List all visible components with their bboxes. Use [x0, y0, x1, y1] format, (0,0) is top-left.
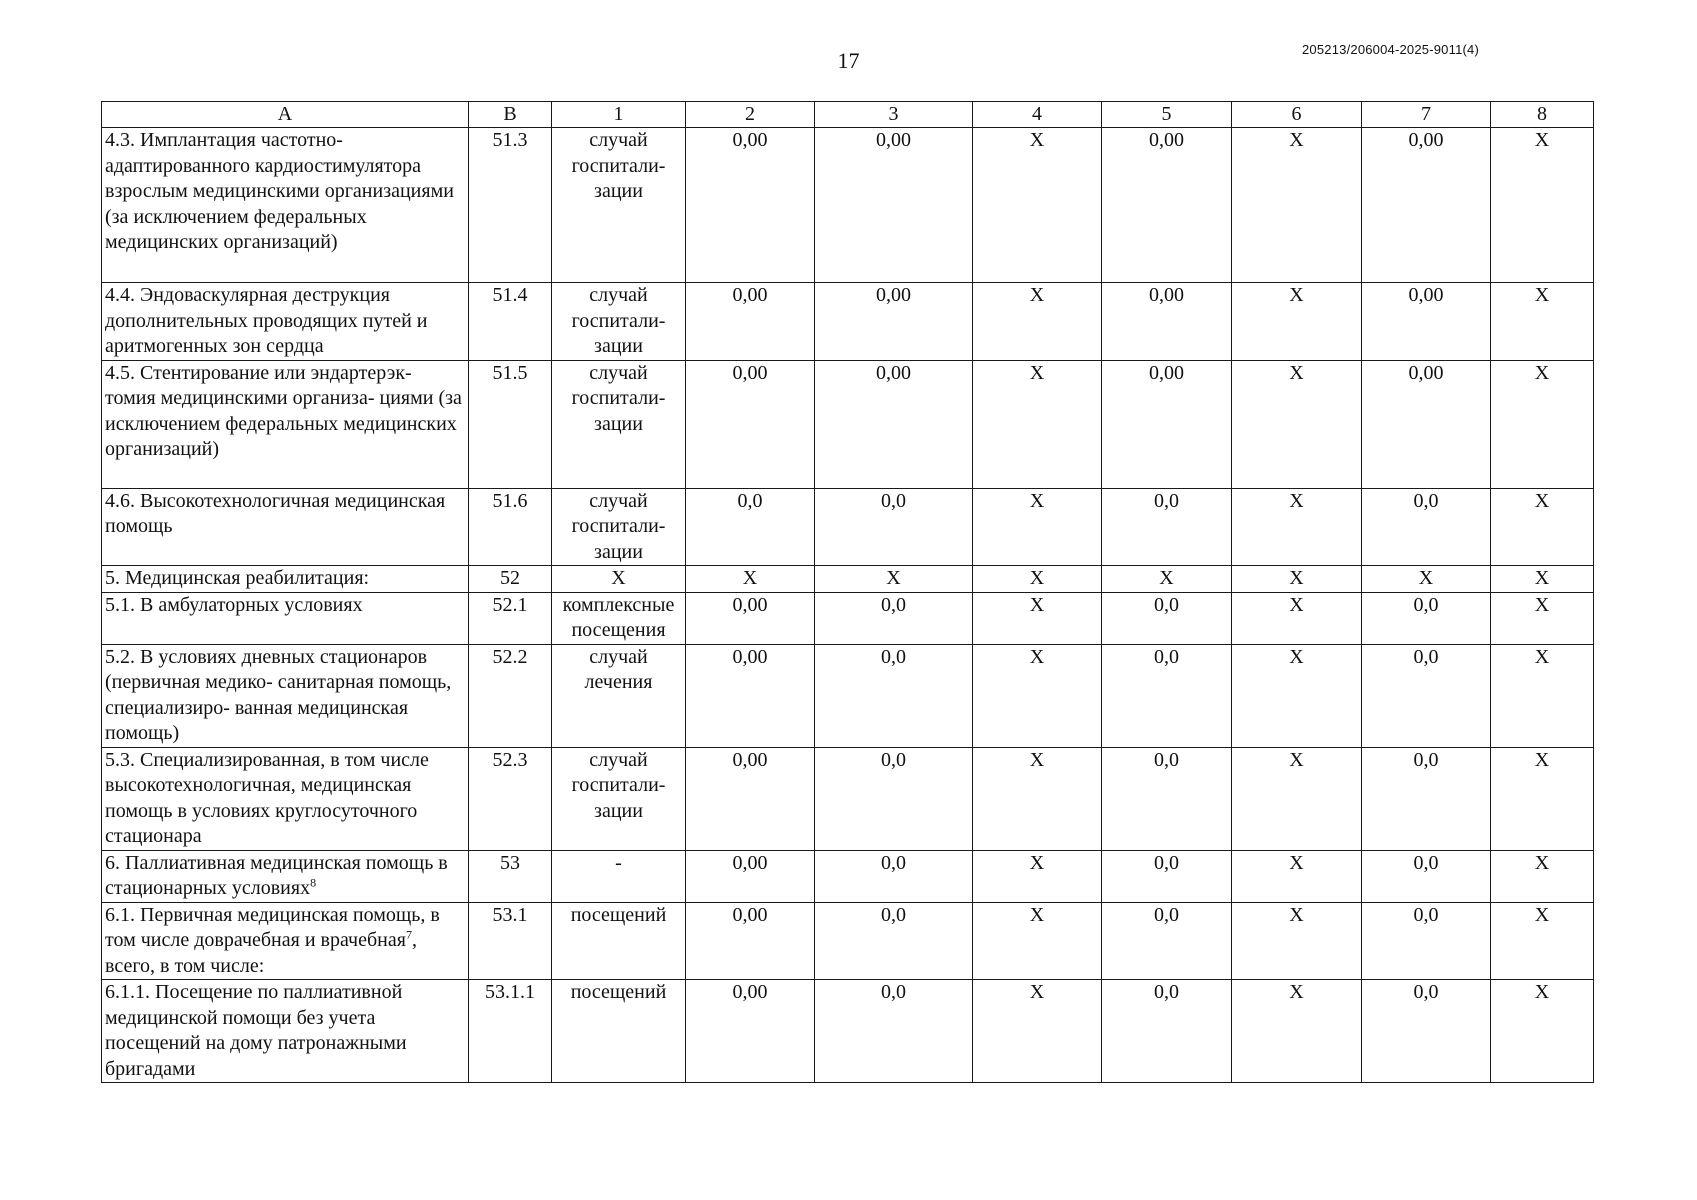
row-value-cell: Х	[1491, 592, 1594, 644]
row-code-cell: 52.3	[469, 747, 552, 850]
row-value-cell: 0,0	[1362, 747, 1491, 850]
row-value-cell: 0,00	[686, 902, 815, 980]
header-cell: В	[469, 102, 552, 128]
row-value-cell: 0,0	[1102, 850, 1232, 902]
row-name-text: 4.5. Стентирование или эндартерэк- томия медицинскими организа- циями (за исключением федеральных медицинских организаций)	[105, 361, 462, 460]
row-value-cell: Х	[1232, 488, 1362, 566]
row-code-cell: 53.1.1	[469, 980, 552, 1083]
row-code-cell: 51.3	[469, 128, 552, 283]
row-value-cell: 0,0	[815, 644, 973, 747]
row-value-cell: 0,0	[1102, 902, 1232, 980]
row-value-cell: 0,00	[686, 360, 815, 488]
row-value-cell: 0,00	[686, 980, 815, 1083]
row-value-cell: Х	[1232, 747, 1362, 850]
row-value-cell: 0,0	[1362, 592, 1491, 644]
row-value-cell: Х	[1491, 980, 1594, 1083]
row-value-cell: 0,00	[686, 850, 815, 902]
row-value-cell: Х	[1491, 644, 1594, 747]
row-value-cell: 0,00	[1102, 128, 1232, 283]
row-value-cell: 0,00	[1362, 360, 1491, 488]
row-name-cell	[102, 902, 469, 980]
row-value-cell: 0,0	[1102, 488, 1232, 566]
row-value-cell: 0,0	[1102, 980, 1232, 1083]
row-name-text: 5. Медицинская реабилитация:	[105, 567, 370, 589]
row-value-cell: Х	[815, 566, 973, 593]
row-name-cell	[102, 592, 469, 644]
row-name-text: 6.1.1. Посещение по паллиативной медицинской помощи без учета посещений на дому патронажными бригадами	[105, 981, 407, 1080]
row-name-tail: , всего, в том числе:	[105, 929, 417, 977]
row-name-cell	[102, 283, 469, 361]
row-value-cell: 0,0	[1102, 747, 1232, 850]
row-value-cell: 0,00	[686, 128, 815, 283]
table-row	[102, 644, 1594, 747]
row-name-text: 5.1. В амбулаторных условиях	[105, 593, 363, 616]
row-value-cell: Х	[973, 980, 1102, 1083]
row-name-text: 5.3. Специализированная, в том числе высокотехнологичная, медицинская помощь в условиях круглосуточного стационара	[105, 748, 429, 847]
header-cell: 1	[552, 102, 686, 128]
header-cell: 2	[686, 102, 815, 128]
row-unit-cell: случай госпитали- зации	[552, 488, 686, 566]
row-value-cell: 0,0	[1362, 644, 1491, 747]
row-value-cell: Х	[1232, 283, 1362, 361]
row-value-cell: Х	[1491, 566, 1594, 593]
row-value-cell: 0,00	[815, 360, 973, 488]
row-value-cell: Х	[1362, 566, 1491, 593]
row-unit-cell: посещений	[552, 980, 686, 1083]
table-row	[102, 747, 1594, 850]
header-cell: А	[102, 102, 469, 128]
row-value-cell: 0,0	[1102, 644, 1232, 747]
row-value-cell: 0,0	[1102, 592, 1232, 644]
row-value-cell: Х	[973, 850, 1102, 902]
row-name-cell	[102, 850, 469, 902]
row-value-cell: Х	[973, 566, 1102, 593]
table-row	[102, 850, 1594, 902]
row-value-cell: 0,0	[815, 592, 973, 644]
row-value-cell: Х	[1102, 566, 1232, 593]
header-row	[102, 102, 1594, 128]
row-value-cell: 0,0	[815, 747, 973, 850]
header-cell: 3	[815, 102, 973, 128]
row-value-cell: Х	[973, 283, 1102, 361]
footnote-marker: 7	[405, 927, 412, 942]
table-row	[102, 283, 1594, 361]
table-row	[102, 980, 1594, 1083]
row-value-cell: Х	[1491, 902, 1594, 980]
row-code-cell: 52.2	[469, 644, 552, 747]
row-name-cell	[102, 644, 469, 747]
row-value-cell: Х	[1491, 850, 1594, 902]
row-code-cell: 52.1	[469, 592, 552, 644]
row-value-cell: Х	[973, 902, 1102, 980]
table-row	[102, 566, 1594, 593]
row-code-cell: 51.6	[469, 488, 552, 566]
row-value-cell: Х	[973, 488, 1102, 566]
row-name-text: 4.6. Высокотехнологичная медицинская помощь	[105, 489, 446, 537]
page-number: 17	[837, 48, 860, 73]
row-name-cell	[102, 128, 469, 283]
row-name-text: 6.1. Первичная медицинская помощь, в том числе доврачебная и врачебная	[105, 903, 440, 951]
row-name-cell	[102, 747, 469, 850]
row-unit-cell: случай госпитали- зации	[552, 283, 686, 361]
row-name-cell	[102, 488, 469, 566]
row-unit-cell: случай госпитали- зации	[552, 128, 686, 283]
row-unit-cell: Х	[552, 566, 686, 593]
row-value-cell: 0,0	[1362, 488, 1491, 566]
row-value-cell: Х	[1232, 902, 1362, 980]
header-cell: 6	[1232, 102, 1362, 128]
row-value-cell: 0,00	[1102, 283, 1232, 361]
row-value-cell: Х	[1491, 747, 1594, 850]
row-unit-cell: комплексные посещения	[552, 592, 686, 644]
header-cell: 8	[1491, 102, 1594, 128]
row-value-cell: Х	[973, 360, 1102, 488]
row-value-cell: Х	[973, 747, 1102, 850]
row-unit-cell: случай госпитали- зации	[552, 747, 686, 850]
table-row	[102, 128, 1594, 283]
row-value-cell: Х	[973, 128, 1102, 283]
row-name-text: 4.4. Эндоваскулярная деструкция дополнительных проводящих путей и аритмогенных зон сердца	[105, 284, 428, 357]
row-name-cell	[102, 980, 469, 1083]
row-code-cell: 53.1	[469, 902, 552, 980]
table-row	[102, 592, 1594, 644]
row-value-cell: Х	[1491, 128, 1594, 283]
header-cell: 4	[973, 102, 1102, 128]
footnote-marker: 8	[310, 875, 317, 890]
row-value-cell: 0,0	[815, 488, 973, 566]
row-value-cell: 0,00	[686, 592, 815, 644]
row-value-cell: 0,00	[815, 283, 973, 361]
row-code-cell: 52	[469, 566, 552, 593]
row-value-cell: 0,00	[815, 128, 973, 283]
row-value-cell: 0,00	[686, 644, 815, 747]
row-value-cell: 0,0	[1362, 902, 1491, 980]
row-value-cell: Х	[1232, 566, 1362, 593]
row-value-cell: Х	[1232, 644, 1362, 747]
row-value-cell: 0,00	[1102, 360, 1232, 488]
row-value-cell: 0,00	[686, 747, 815, 850]
row-value-cell: Х	[1491, 283, 1594, 361]
row-value-cell: Х	[1491, 488, 1594, 566]
data-table	[101, 101, 1594, 1083]
row-name-text: 5.2. В условиях дневных стационаров (первичная медико- санитарная помощь, специализиро- ванная медицинская помощь)	[105, 645, 452, 744]
row-value-cell: 0,0	[1362, 850, 1491, 902]
row-value-cell: Х	[1232, 360, 1362, 488]
row-value-cell: Х	[1232, 850, 1362, 902]
row-value-cell: 0,00	[686, 283, 815, 361]
row-value-cell: Х	[1232, 980, 1362, 1083]
row-code-cell: 53	[469, 850, 552, 902]
row-value-cell: Х	[973, 644, 1102, 747]
table-row	[102, 902, 1594, 980]
table-row	[102, 488, 1594, 566]
row-value-cell: Х	[1232, 592, 1362, 644]
row-unit-cell: посещений	[552, 902, 686, 980]
row-value-cell: 0,0	[815, 980, 973, 1083]
row-value-cell: Х	[686, 566, 815, 593]
row-name-cell	[102, 566, 469, 593]
row-value-cell: 0,0	[815, 902, 973, 980]
row-value-cell: Х	[1491, 360, 1594, 488]
row-code-cell: 51.5	[469, 360, 552, 488]
row-unit-cell: -	[552, 850, 686, 902]
row-name-cell	[102, 360, 469, 488]
table-row	[102, 360, 1594, 488]
row-value-cell: Х	[973, 592, 1102, 644]
row-name-text: 4.3. Имплантация частотно-адаптированного кардиостимулятора взрослым медицинскими организациями (за исключением федеральных медицинских организаций)	[105, 129, 454, 253]
row-value-cell: 0,0	[686, 488, 815, 566]
document-id: 205213/206004-2025-9011(4)	[1302, 42, 1479, 57]
header-cell: 7	[1362, 102, 1491, 128]
row-value-cell: 0,00	[1362, 128, 1491, 283]
row-value-cell: 0,0	[1362, 980, 1491, 1083]
row-name-text: 6. Паллиативная медицинская помощь в стационарных условиях	[105, 851, 448, 899]
row-unit-cell: случай лечения	[552, 644, 686, 747]
row-value-cell: 0,00	[1362, 283, 1491, 361]
row-code-cell: 51.4	[469, 283, 552, 361]
header-cell: 5	[1102, 102, 1232, 128]
row-value-cell: 0,0	[815, 850, 973, 902]
row-value-cell: Х	[1232, 128, 1362, 283]
row-unit-cell: случай госпитали- зации	[552, 360, 686, 488]
